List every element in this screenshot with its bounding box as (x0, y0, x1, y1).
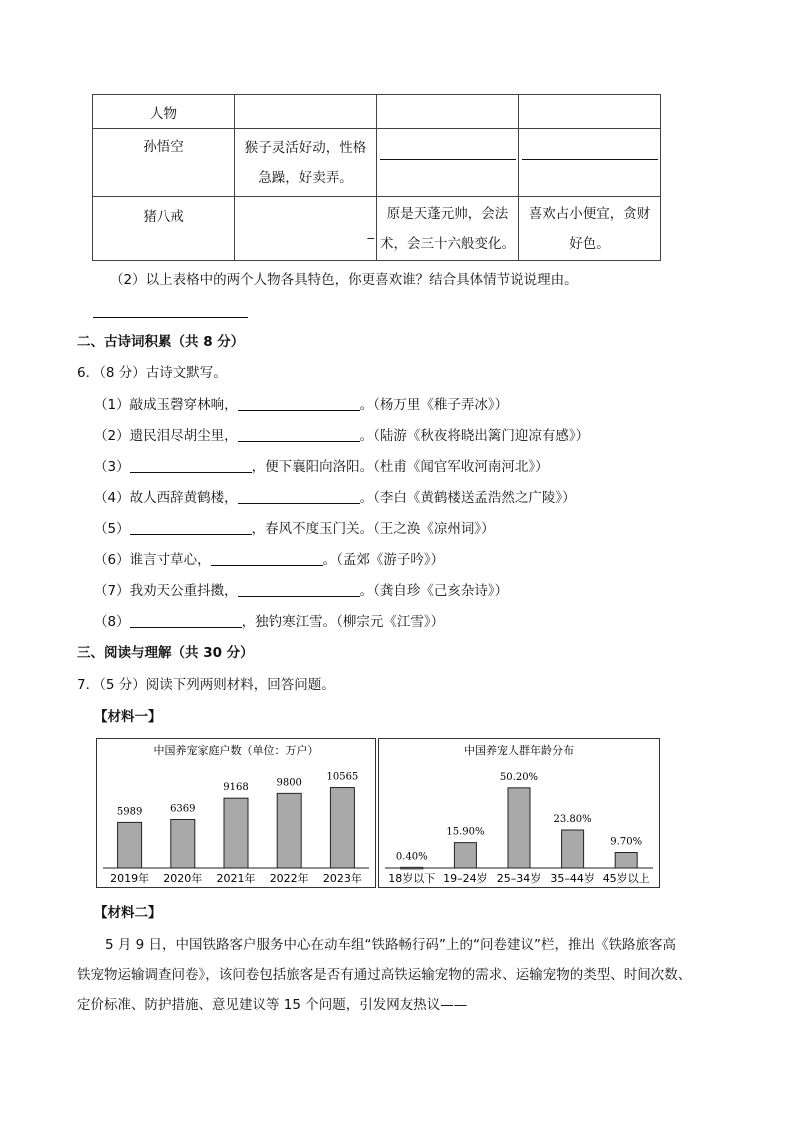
chart-title: 中国养宠人群年龄分布 (464, 744, 574, 757)
poem-item (94, 396, 508, 414)
question-text: （2）以上表格中的两个人物各具特色，你更喜欢谁？结合具体情节说说理由。 (110, 272, 578, 288)
poem-prefix: （3） (94, 459, 130, 475)
table-cell (519, 95, 661, 129)
poem-prefix: （2）遗民泪尽胡尘里， (94, 428, 238, 444)
x-tick-label: 2020年 (163, 872, 203, 885)
chart-age-distribution (378, 738, 660, 888)
poem-prefix: （1）敲成玉磬穿林响， (94, 397, 238, 413)
poem-suffix: 。（陆游《秋夜将晓出篱门迎凉有感》） (359, 428, 590, 444)
poem-item (94, 551, 444, 569)
data-label: 5989 (116, 806, 143, 818)
poem-item (94, 582, 508, 600)
trait-text: 喜欢占小便宜，贪财 (528, 205, 651, 222)
poem-item (94, 427, 589, 445)
poem-suffix: ，春风不度玉门关。（王之涣《凉州词》） (251, 521, 495, 537)
poem-prefix: （5） (94, 521, 130, 537)
section-heading: 三、阅读与理解（共 30 分） (77, 645, 254, 661)
data-label: 50.20% (499, 771, 539, 783)
chart-age-svg (379, 739, 659, 887)
material-label: 【材料二】 (94, 905, 162, 921)
table-header-label: 人物 (150, 105, 177, 122)
table-cell (235, 129, 377, 197)
question-stem: 6．（8 分）古诗文默写。 (77, 365, 227, 381)
answer-blank[interactable] (130, 520, 252, 535)
trait-text: 原是天蓬元帅，会法 (386, 205, 509, 222)
answer-blank[interactable] (238, 396, 360, 411)
table-cell (377, 95, 519, 129)
chart-households-svg (97, 739, 375, 887)
table-row (93, 129, 661, 197)
character-table (92, 94, 661, 261)
data-label: 6369 (170, 803, 196, 815)
data-label: 9.70% (610, 836, 643, 848)
poem-suffix: 。（孟郊《游子吟》） (322, 552, 445, 568)
data-label: 0.40% (395, 851, 428, 863)
x-tick-label: 45岁以上 (602, 872, 650, 885)
table-cell (235, 197, 377, 261)
data-label: 15.90% (446, 826, 485, 838)
table-cell (377, 129, 519, 197)
poem-suffix: ，便下襄阳向洛阳。（杜甫《闻官军收河南河北》） (251, 459, 549, 475)
answer-blank[interactable] (238, 582, 360, 597)
paragraph-line: 定价标准、防护措施、意见建议等 15 个问题，引发网友热议—— (77, 997, 468, 1013)
data-label: 10565 (326, 771, 359, 783)
data-label: 23.80% (553, 813, 592, 825)
x-tick-label: 35–44岁 (550, 872, 595, 885)
character-name: 猪八戒 (143, 209, 184, 225)
character-name: 孙悟空 (143, 139, 184, 155)
table-row (93, 95, 661, 129)
poem-prefix: （6）谁言寸草心， (94, 552, 211, 568)
trait-text: 好色。 (569, 235, 610, 252)
poem-suffix: ，独钓寒江雪。（柳宗元《江雪》） (241, 614, 445, 630)
poem-suffix: 。（杨万里《稚子弄冰》） (359, 397, 509, 413)
answer-blank[interactable] (130, 613, 242, 628)
bar (277, 793, 301, 868)
table-cell (235, 95, 377, 129)
bar (615, 853, 637, 868)
answer-blank[interactable] (211, 551, 323, 566)
trait-text: 猴子灵活好动，性格 (244, 139, 367, 156)
table-header-cell (93, 95, 235, 129)
answer-blank[interactable] (130, 458, 252, 473)
answer-blank[interactable] (238, 489, 360, 504)
x-tick-label: 25–34岁 (496, 872, 542, 885)
x-tick-label: 2023年 (322, 872, 362, 885)
bar (401, 867, 423, 869)
x-tick-label: 2022年 (269, 872, 309, 885)
bar (508, 788, 530, 868)
chart-households (96, 738, 376, 888)
paragraph-line: 5 月 9 日，中国铁路客户服务中心在动车组“铁路畅行码”上的“问卷建议”栏，推出《铁路旅客高 (105, 937, 677, 953)
table-cell (93, 129, 235, 197)
underscore-mark: _ (367, 225, 374, 240)
poem-suffix: 。（龚自珍《己亥杂诗》） (359, 583, 509, 599)
x-tick-label: 19–24岁 (443, 872, 488, 885)
poem-item (94, 520, 495, 538)
poem-prefix: （8） (94, 614, 130, 630)
material-label: 【材料一】 (94, 709, 162, 725)
bar (454, 843, 476, 868)
poem-prefix: （7）我劝天公重抖擞， (94, 583, 238, 599)
table-cell (519, 197, 661, 261)
bar (562, 830, 584, 868)
table-row (93, 197, 661, 261)
data-label: 9168 (223, 782, 249, 794)
answer-blank[interactable] (522, 149, 658, 160)
x-tick-label: 2019年 (110, 872, 150, 885)
chart-title: 中国养宠家庭户数（单位：万户） (153, 744, 319, 757)
answer-blank[interactable] (93, 317, 248, 318)
bar (224, 798, 248, 868)
x-tick-label: 18岁以下 (388, 872, 436, 885)
poem-item (94, 458, 549, 476)
question-stem: 7．（5 分）阅读下列两则材料，回答问题。 (77, 677, 335, 693)
poem-item (94, 489, 576, 507)
bar (118, 822, 142, 868)
paragraph-line: 铁宠物运输调查问卷》，该问卷包括旅客是否有通过高铁运输宠物的需求、运输宠物的类型、时间次数、 (77, 967, 692, 983)
table-cell (93, 197, 235, 261)
poem-item (94, 613, 444, 631)
trait-text: 急躁，好卖弄。 (258, 169, 353, 186)
bar (171, 819, 195, 868)
bar (330, 788, 354, 868)
section-heading: 二、古诗词积累（共 8 分） (77, 334, 245, 350)
poem-suffix: 。（李白《黄鹤楼送孟浩然之广陵》） (359, 490, 576, 506)
table-cell (377, 197, 519, 261)
answer-blank[interactable] (380, 149, 516, 160)
x-tick-label: 2021年 (216, 872, 256, 885)
trait-text: 术，会三十六般变化。 (380, 235, 515, 252)
table-cell (519, 129, 661, 197)
answer-blank[interactable] (238, 427, 360, 442)
poem-prefix: （4）故人西辞黄鹤楼， (94, 490, 238, 506)
data-label: 9800 (276, 777, 302, 789)
